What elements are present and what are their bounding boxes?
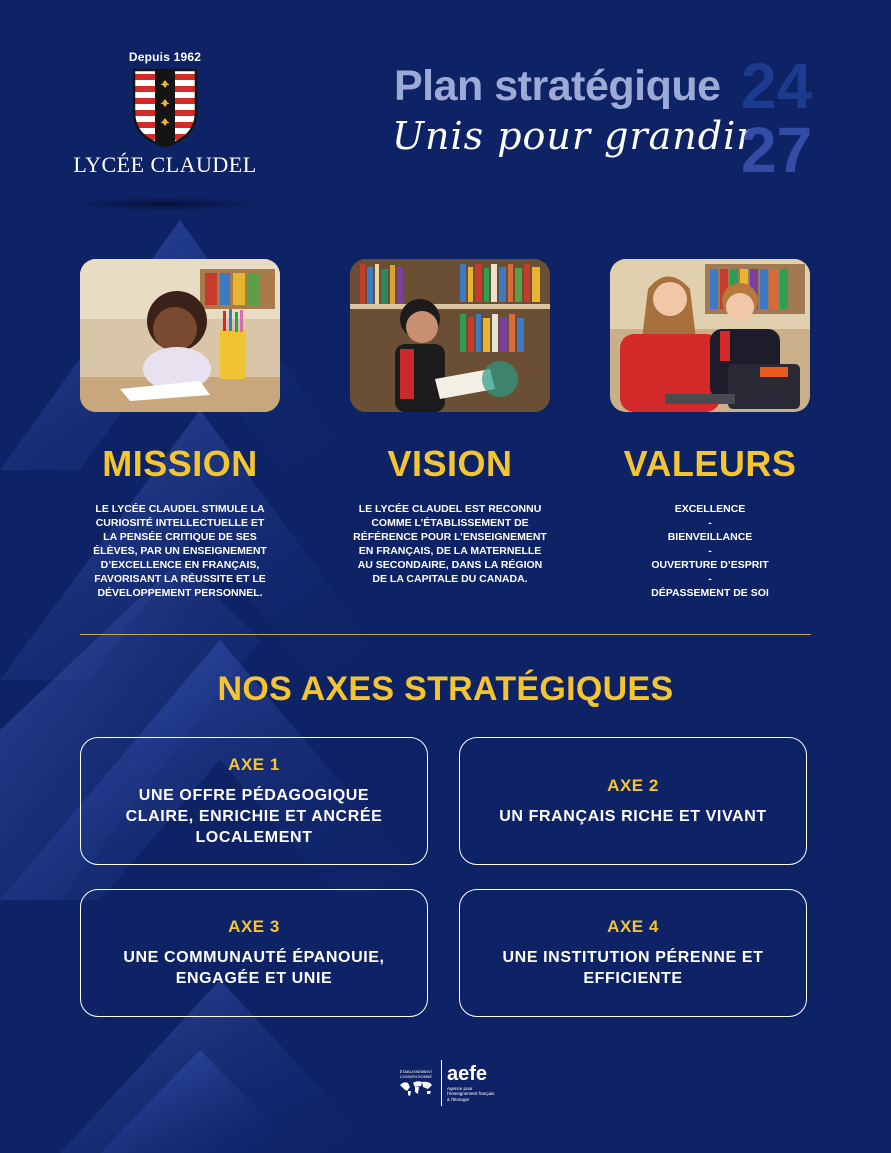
mission-title: MISSION xyxy=(102,443,258,484)
valeur-item: EXCELLENCE xyxy=(674,503,746,515)
vision-line: RÉFÉRENCE POUR L’ENSEIGNEMENT xyxy=(353,531,547,543)
crest-shadow xyxy=(70,197,260,211)
aefe-subtitle xyxy=(447,1086,507,1103)
axis-label: AXE 2 xyxy=(607,775,659,795)
axis-text: UN FRANÇAIS RICHE ET VIVANT xyxy=(499,807,767,825)
vision-line: EN FRANÇAIS, DE LA MATERNELLE xyxy=(358,545,542,557)
mission-line: LE LYCÉE CLAUDEL STIMULE LA xyxy=(95,503,265,515)
school-logo xyxy=(60,50,270,178)
footer-separator xyxy=(441,1060,442,1106)
world-map-icon xyxy=(398,1079,434,1097)
since-label: Depuis 1962 xyxy=(128,50,202,64)
year-start: 24 xyxy=(741,50,813,122)
axis-text: UNE COMMUNAUTÉ ÉPANOUIE, ENGAGÉE ET UNIE xyxy=(123,949,385,987)
valeur-separator: - xyxy=(708,573,712,585)
footer-logos xyxy=(396,1060,507,1106)
axis-card-2 xyxy=(459,737,807,865)
school-name: LYCÉE CLAUDEL xyxy=(73,152,257,177)
axis-card-3 xyxy=(80,889,428,1017)
aefe-sub-line: l’enseignement français xyxy=(447,1091,495,1097)
aefe-sub-line: à l’étranger xyxy=(447,1096,470,1102)
mission-line: CURIOSITÉ INTELLECTUELLE ET xyxy=(95,517,265,529)
vision-line: AU SECONDAIRE, DANS LA RÉGION xyxy=(357,559,543,571)
photo-valeurs xyxy=(610,259,810,412)
valeur-item: DÉPASSEMENT DE SOI xyxy=(651,587,769,599)
valeur-item: OUVERTURE D’ESPRIT xyxy=(651,559,769,571)
axis-label: AXE 1 xyxy=(228,754,280,774)
axis-text: UNE INSTITUTION PÉRENNE ET EFFICIENTE xyxy=(502,949,764,987)
valeur-item: BIENVEILLANCE xyxy=(667,531,753,543)
vision-title: VISION xyxy=(387,443,513,484)
valeur-separator: - xyxy=(708,545,712,557)
aefe-sub-line: Agence pour xyxy=(447,1085,473,1091)
shield-icon xyxy=(132,68,198,148)
etablissement-logo xyxy=(396,1069,436,1098)
valeurs-title: VALEURS xyxy=(623,443,797,484)
axis-label: AXE 3 xyxy=(228,917,280,936)
vision-line: COMME L’ÉTABLISSEMENT DE xyxy=(371,517,529,529)
vision-line: DE LA CAPITALE DU CANADA. xyxy=(372,573,528,585)
axes-title: NOS AXES STRATÉGIQUES xyxy=(217,670,674,708)
photo-mission xyxy=(80,259,280,412)
aefe-logo xyxy=(447,1064,507,1103)
section-divider xyxy=(80,634,811,635)
aefe-name: aefe xyxy=(447,1062,488,1085)
plan-title: Plan stratégique xyxy=(394,62,721,110)
axis-card-4 xyxy=(459,889,807,1017)
mission-line: FAVORISANT LA RÉUSSITE ET LE xyxy=(94,573,266,585)
axis-card-1 xyxy=(80,737,428,865)
photo-vision xyxy=(350,259,550,412)
mission-line: ÉLÈVES, PAR UN ENSEIGNEMENT xyxy=(93,545,267,557)
vision-line: LE LYCÉE CLAUDEL EST RECONNU xyxy=(358,503,542,515)
vision-text xyxy=(335,502,565,586)
mission-line: DÉVELOPPEMENT PERSONNEL. xyxy=(97,587,263,599)
etab-line: CONVENTIONNÉ xyxy=(399,1073,433,1079)
year-end: 27 xyxy=(741,114,813,186)
mission-line: LA PENSÉE CRITIQUE DE SES xyxy=(103,531,257,543)
valeurs-text xyxy=(595,502,825,600)
etab-line: ÉTABLISSEMENT xyxy=(399,1068,433,1074)
mission-line: D’EXCELLENCE EN FRANÇAIS, xyxy=(100,559,260,571)
mission-text xyxy=(65,502,295,600)
axis-text: UNE OFFRE PÉDAGOGIQUE CLAIRE, ENRICHIE ET ANCRÉE LOCALEMENT xyxy=(125,786,383,846)
slogan: Unis pour grandir xyxy=(392,114,756,158)
valeur-separator: - xyxy=(708,517,712,529)
axis-label: AXE 4 xyxy=(607,917,659,936)
